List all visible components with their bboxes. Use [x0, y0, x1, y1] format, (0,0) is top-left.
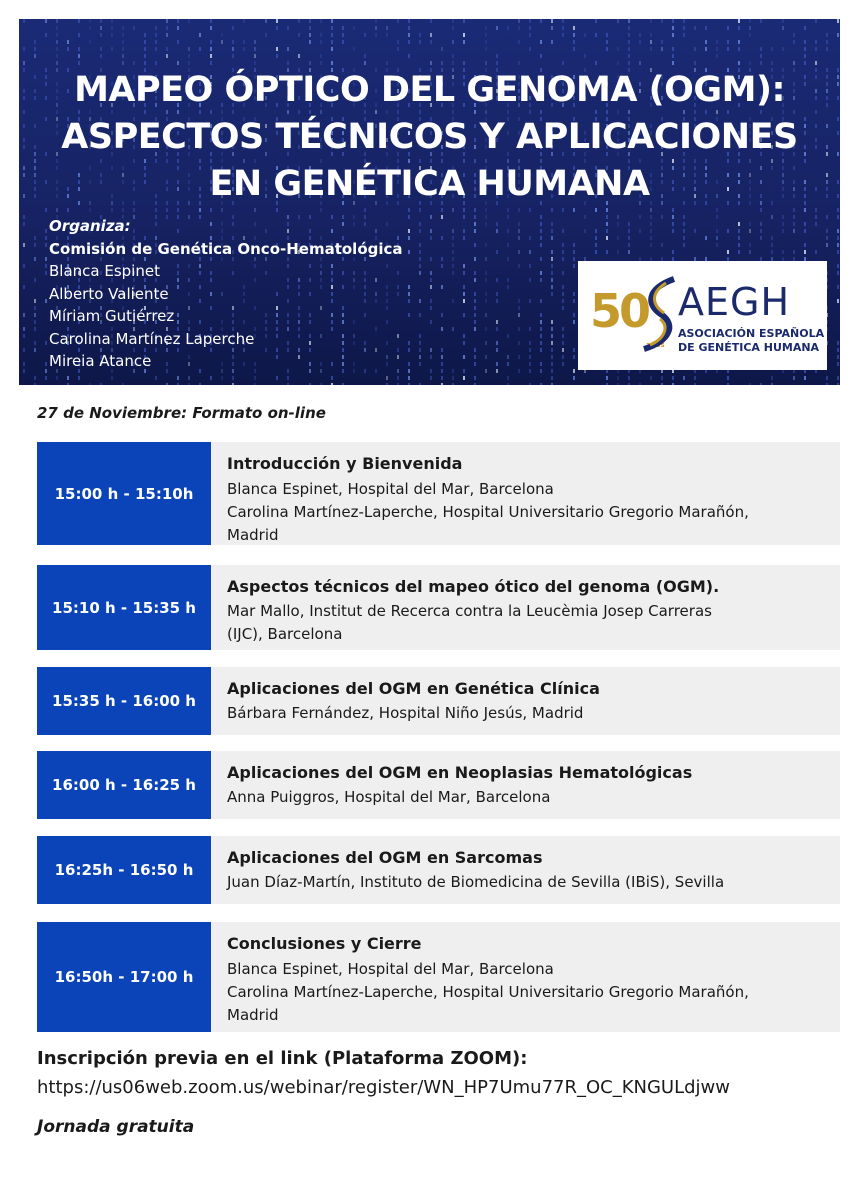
schedule-row [37, 667, 840, 735]
schedule-row [37, 922, 840, 1032]
schedule-row [37, 565, 840, 650]
speaker-line: Blanca Espinet, Hospital del Mar, Barcelona [227, 480, 554, 498]
session-info [211, 922, 840, 1032]
speaker-line: Carolina Martínez-Laperche, Hospital Universitario Gregorio Marañón, [227, 983, 749, 1001]
session-title: Introducción y Bienvenida [227, 454, 463, 473]
speaker-line: Madrid [227, 1006, 279, 1024]
session-info [211, 836, 840, 904]
session-info [211, 751, 840, 819]
speaker-line: Juan Díaz-Martín, Instituto de Biomedicina de Sevilla (IBiS), Sevilla [227, 873, 725, 891]
logo-line-1: ASOCIACIÓN ESPAÑOLA [678, 327, 825, 340]
organizer-name: Blanca Espinet [49, 262, 160, 280]
session-time: 15:10 h - 15:35 h [37, 565, 211, 650]
session-title: Aplicaciones del OGM en Genética Clínica [227, 679, 600, 698]
logo-acronym: AEGH [678, 280, 791, 324]
session-time: 16:00 h - 16:25 h [37, 751, 211, 819]
schedule-row [37, 836, 840, 904]
free-event-label: Jornada gratuita [37, 1117, 195, 1137]
session-time: 16:50h - 17:00 h [37, 922, 211, 1032]
session-info [211, 442, 840, 545]
speaker-line: Madrid [227, 526, 279, 544]
registration-title: Inscripción previa en el link (Plataforma ZOOM): [37, 1048, 528, 1069]
session-info [211, 565, 840, 650]
logo-50-years: 50 [590, 284, 649, 338]
session-title: Aplicaciones del OGM en Sarcomas [227, 848, 543, 867]
organizer-name: Alberto Valiente [49, 284, 169, 303]
organizer-name: Mireia Atance [49, 352, 152, 370]
session-title: Aplicaciones del OGM en Neoplasias Hematológicas [227, 763, 693, 782]
session-title: Aspectos técnicos del mapeo ótico del genoma (OGM). [227, 577, 720, 596]
title-line-1: MAPEO ÓPTICO DEL GENOMA (OGM): [74, 70, 785, 110]
schedule-row [37, 442, 840, 545]
event-title [19, 67, 840, 208]
committee-name: Comisión de Genética Onco-Hematológica [49, 239, 403, 258]
session-time: 16:25h - 16:50 h [37, 836, 211, 904]
dna-helix-icon [636, 275, 680, 353]
speaker-line: Carolina Martínez-Laperche, Hospital Universitario Gregorio Marañón, [227, 503, 749, 521]
organizer-name: Carolina Martínez Laperche [49, 329, 255, 348]
logo-anos: años [646, 341, 665, 349]
speaker-line: Mar Mallo, Institut de Recerca contra la Leucèmia Josep Carreras [227, 602, 712, 620]
date-format-line: 27 de Noviembre: Formato on-line [37, 404, 326, 422]
title-line-2: ASPECTOS TÉCNICOS Y APLICACIONES [61, 117, 798, 157]
speaker-line: Blanca Espinet, Hospital del Mar, Barcelona [227, 960, 554, 978]
organizers-block [49, 215, 403, 373]
organiza-label: Organiza: [49, 217, 131, 235]
speaker-line: Bárbara Fernández, Hospital Niño Jesús, Madrid [227, 704, 584, 722]
session-time: 15:00 h - 15:10h [37, 442, 211, 545]
registration-link[interactable]: https://us06web.zoom.us/webinar/register/WN_HP7Umu77R_OC_KNGULdjww [37, 1077, 730, 1098]
organizer-name: Míriam Gutiérrez [49, 307, 175, 325]
session-info [211, 667, 840, 735]
session-title: Conclusiones y Cierre [227, 934, 422, 953]
header-banner [19, 19, 840, 385]
speaker-line: (IJC), Barcelona [227, 625, 343, 643]
title-line-3: EN GENÉTICA HUMANA [209, 164, 650, 204]
speaker-line: Anna Puiggros, Hospital del Mar, Barcelona [227, 788, 551, 806]
session-time: 15:35 h - 16:00 h [37, 667, 211, 735]
schedule-row [37, 751, 840, 819]
logo-line-2: DE GENÉTICA HUMANA [678, 341, 820, 354]
aegh-logo [578, 261, 827, 370]
